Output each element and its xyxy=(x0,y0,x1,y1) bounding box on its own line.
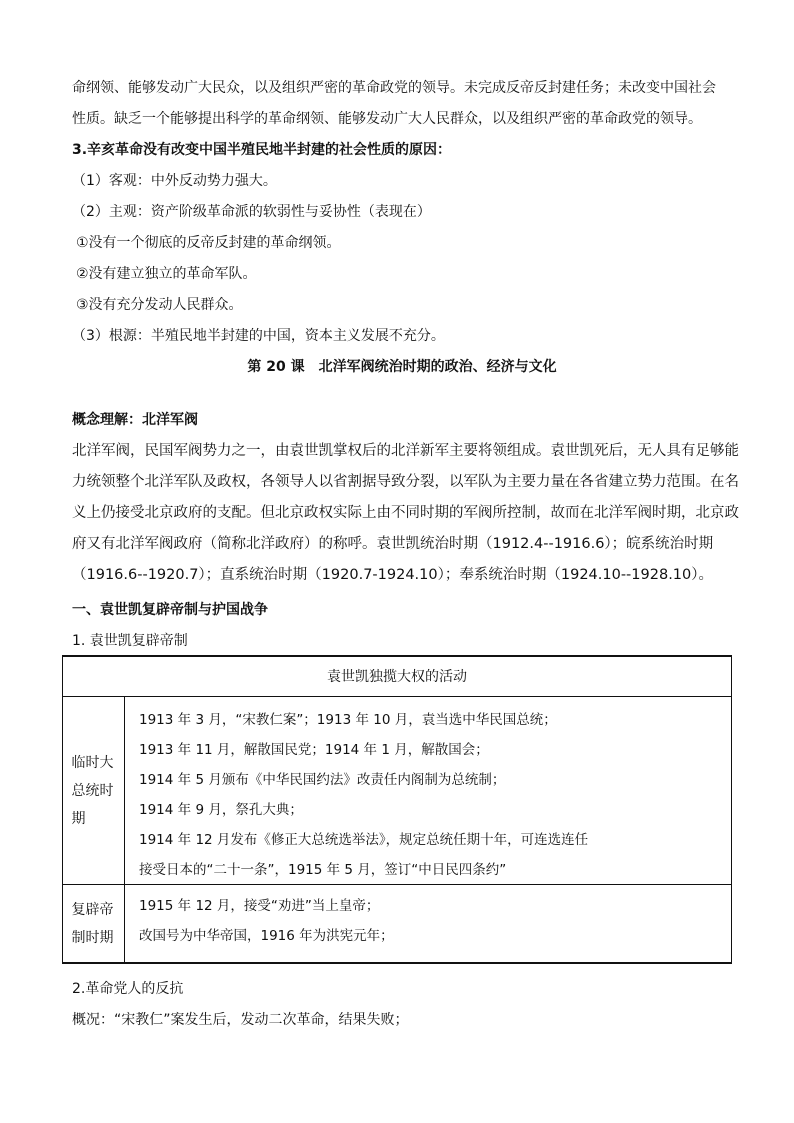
lesson-title: 第 20 课 北洋军阀统治时期的政治、经济与文化 xyxy=(247,359,557,375)
concept-paragraph-line-5: （1916.6--1920.7）；直系统治时期（1920.7-1924.10）；奉系统治时期（1924.10--1928.10）。 xyxy=(72,567,714,583)
table-line: 1914 年 9 月，祭孔大典； xyxy=(139,802,303,818)
table-row xyxy=(63,885,731,962)
table-row xyxy=(63,697,731,885)
table-line: 接受日本的“二十一条”，1915 年 5 月，签订“中日民四条约” xyxy=(139,862,507,878)
table-header: 袁世凯独揽大权的活动 xyxy=(63,657,731,697)
part-1-title: 一、袁世凯复辟帝制与护国战争 xyxy=(72,602,268,618)
table-line: 1913 年 3 月，“宋教仁案”；1913 年 10 月，袁当选中华民国总统； xyxy=(139,712,557,728)
intro-line-1: 命纲领、能够发动广大民众，以及组织严密的革命政党的领导。未完成反帝反封建任务；未改变中国社会 xyxy=(72,80,716,96)
concept-paragraph-line-3: 义上仍接受北京政府的支配。但北京政权实际上由不同时期的军阀所控制，故而在北洋军阀时期，北京政 xyxy=(72,505,739,521)
concept-title: 概念理解：北洋军阀 xyxy=(72,412,198,428)
row-content-cell xyxy=(139,891,721,951)
row-label-monarchy-restoration: 复辟帝制时期 xyxy=(71,901,114,946)
row-label-cell xyxy=(63,885,125,962)
concept-paragraph-line-4: 府又有北洋军阀政府（简称北洋政府）的称呼。袁世凯统治时期（1912.4--1916.6）；皖系统治时期 xyxy=(72,536,714,552)
reason-sub-2: ②没有建立独立的革命军队。 xyxy=(76,266,257,282)
row-label-cell xyxy=(63,697,125,884)
part-1-subtitle: 1. 袁世凯复辟帝制 xyxy=(72,633,188,649)
table-line: 改国号为中华帝国，1916 年为洪宪元年； xyxy=(139,928,394,944)
row-label-provisional-president: 临时大总统时期 xyxy=(71,754,114,827)
row-content-cell xyxy=(139,705,721,885)
section-3-title: 3.辛亥革命没有改变中国半殖民地半封建的社会性质的原因： xyxy=(72,142,452,158)
table-line: 1915 年 12 月，接受“劝进”当上皇帝； xyxy=(139,898,380,914)
activities-table xyxy=(62,655,732,964)
reason-sub-3: ③没有充分发动人民群众。 xyxy=(76,297,243,313)
reason-item-3: （3）根源：半殖民地半封建的中国，资本主义发展不充分。 xyxy=(72,328,445,344)
part-2-text: 概况：“宋教仁”案发生后，发动二次革命，结果失败； xyxy=(72,1012,409,1028)
reason-item-2: （2）主观：资产阶级革命派的软弱性与妥协性（表现在） xyxy=(72,204,431,220)
intro-line-2: 性质。缺乏一个能够提出科学的革命纲领、能够发动广大人民群众，以及组织严密的革命政党的领导。 xyxy=(72,111,702,127)
concept-paragraph-line-2: 力统领整个北洋军队及政权，各领导人以省割据导致分裂，以军队为主要力量在各省建立势力范围。在名 xyxy=(72,474,739,490)
table-line: 1913 年 11 月，解散国民党；1914 年 1 月，解散国会； xyxy=(139,742,489,758)
reason-sub-1: ①没有一个彻底的反帝反封建的革命纲领。 xyxy=(76,235,341,251)
table-line: 1914 年 5 月颁布《中华民国约法》改责任内阁制为总统制； xyxy=(139,772,506,788)
concept-paragraph-line-1: 北洋军阀，民国军阀势力之一，由袁世凯掌权后的北洋新军主要将领组成。袁世凯死后，无人具有足够能 xyxy=(72,443,739,459)
reason-item-1: （1）客观：中外反动势力强大。 xyxy=(72,173,277,189)
table-line: 1914 年 12 月发布《修正大总统选举法》，规定总统任期十年，可连选连任 xyxy=(139,832,589,848)
part-2-title: 2.革命党人的反抗 xyxy=(72,981,184,997)
